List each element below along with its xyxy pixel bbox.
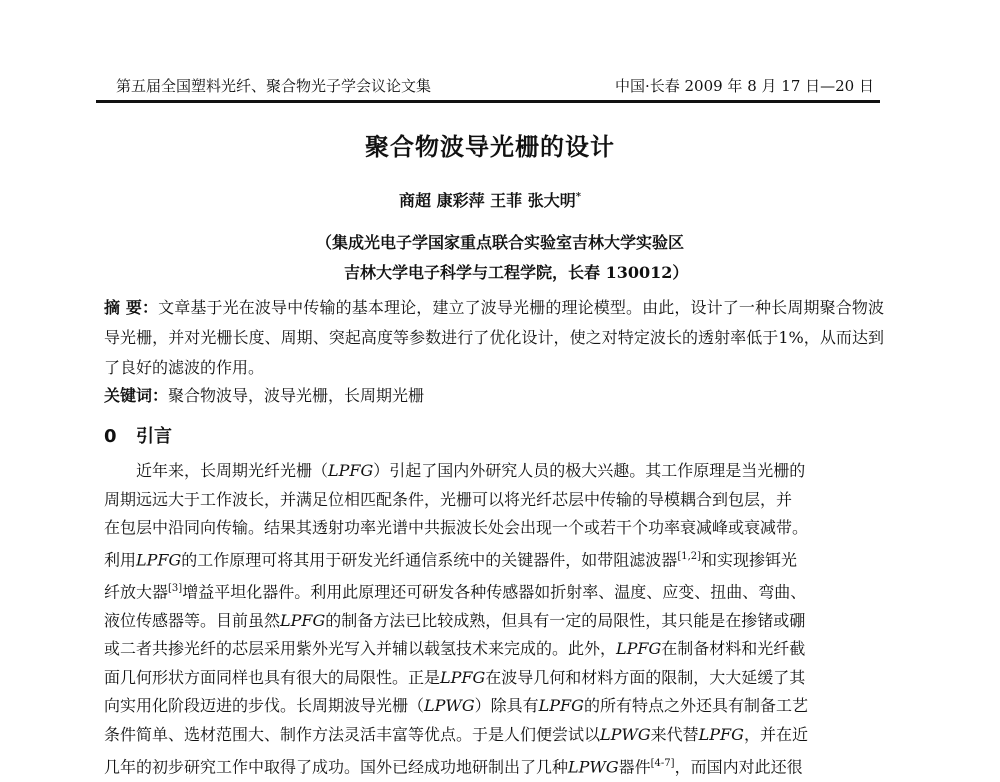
acronym: LPFG <box>440 667 486 687</box>
header-location-date: 中国·长春 2009 年 8 月 17 日—20 日 <box>614 77 874 95</box>
body-line: 或二者共掺光纤的芯层采用紫外光写入并辅以载氢技术来完成的。此外，LPFG在制备材料和光纤截 <box>104 639 806 659</box>
acronym: LPWG <box>600 725 651 744</box>
acronym: LPWG <box>424 696 475 716</box>
abstract-label: 摘 要： <box>104 298 159 317</box>
body-line: 条件简单、选材范围大、制作方法灵活丰富等优点。于是人们便尝试以LPWG来代替LPFG，并在近 <box>104 725 808 744</box>
section-title: 引言 <box>136 426 172 447</box>
body-line <box>104 575 884 607</box>
body-line: 在包层中沿同向传输。结果其透射功率光谱中共振波长处会出现一个或若干个功率衰减峰或衰减带。 <box>104 518 809 538</box>
acronym: LPWG <box>568 756 619 776</box>
running-header <box>96 74 880 103</box>
keywords-text: 聚合物波导，波导光栅，长周期光栅 <box>168 386 425 405</box>
body-line <box>104 543 884 575</box>
body-line-text: 增益平坦化器件。利用此原理还可研发各种传感器如折射率、温度、应变、扭曲、弯曲、 <box>182 582 807 602</box>
acronym: LPFG <box>328 461 374 480</box>
paper-title: 聚合物波导光栅的设计 <box>365 133 615 161</box>
citation-ref: [1,2] <box>677 550 702 562</box>
affiliation-line-1: （集成光电子学国家重点联合实验室吉林大学实验区 <box>316 233 685 252</box>
body-line <box>104 750 884 782</box>
header-proceedings: 第五届全国塑料光纤、聚合物光子学会议论文集 <box>116 77 432 95</box>
acronym: LPFG <box>616 639 662 659</box>
acronym: LPFG <box>280 610 326 630</box>
body-line: 向实用化阶段迈进的步伐。长周期波导光栅（LPWG）除具有LPFG的所有特点之外还具有制备工艺 <box>104 696 808 716</box>
body-line: 周期远远大于工作波长，并满足位相匹配条件，光栅可以将光纤芯层中传输的导模耦合到包层，并 <box>104 489 793 509</box>
body-line-text: ，而国内对此还很 <box>674 756 803 776</box>
body-paragraph <box>104 457 884 782</box>
abstract <box>104 293 884 383</box>
abstract-text: 文章基于光在波导中传输的基本理论，建立了波导光栅的理论模型。由此，设计了一种长周期聚合物波导光栅，并对光栅长度、周期、突起高度等参数进行了优化设计，使之对特定波长的透射率低于1%，从而达到了良好的滤波的作用。 <box>104 298 884 377</box>
citation-ref: [4-7] <box>650 757 675 769</box>
body-line: 面几何形状方面同样也具有很大的局限性。正是LPFG在波导几何和材料方面的限制，大大延缓了其 <box>104 667 806 687</box>
acronym: LPFG <box>698 725 744 744</box>
section-number: 0 <box>104 426 117 447</box>
body-line-text: 和实现掺铒光 <box>701 550 798 570</box>
body-line-text: 纤放大器 <box>104 582 169 602</box>
citation-ref: [3] <box>168 582 183 594</box>
author-names: 商超 康彩萍 王菲 张大明 <box>399 191 576 210</box>
corresponding-author-mark: * <box>575 191 581 203</box>
section-heading <box>104 422 172 448</box>
acronym: LPFG <box>538 696 584 716</box>
body-line-text: 几年的初步研究工作中取得了成功。国外已经成功地研制出了几种LPWG器件 <box>104 756 651 776</box>
body-line-text: 利用LPFG的工作原理可将其用于研发光纤通信系统中的关键器件，如带阻滤波器 <box>104 550 678 570</box>
affiliation-line-2: 吉林大学电子科学与工程学院，长春 130012） <box>344 263 689 282</box>
body-line: 液位传感器等。目前虽然LPFG的制备方法已比较成熟，但具有一定的局限性，其只能是在掺锗或硼 <box>104 610 806 630</box>
acronym: LPFG <box>136 550 182 570</box>
body-line: 近年来，长周期光纤光栅（LPFG）引起了国内外研究人员的极大兴趣。其工作原理是当光栅的 <box>136 461 806 480</box>
keywords-label: 关键词： <box>104 386 169 405</box>
authors <box>0 188 980 211</box>
keywords <box>104 383 884 409</box>
